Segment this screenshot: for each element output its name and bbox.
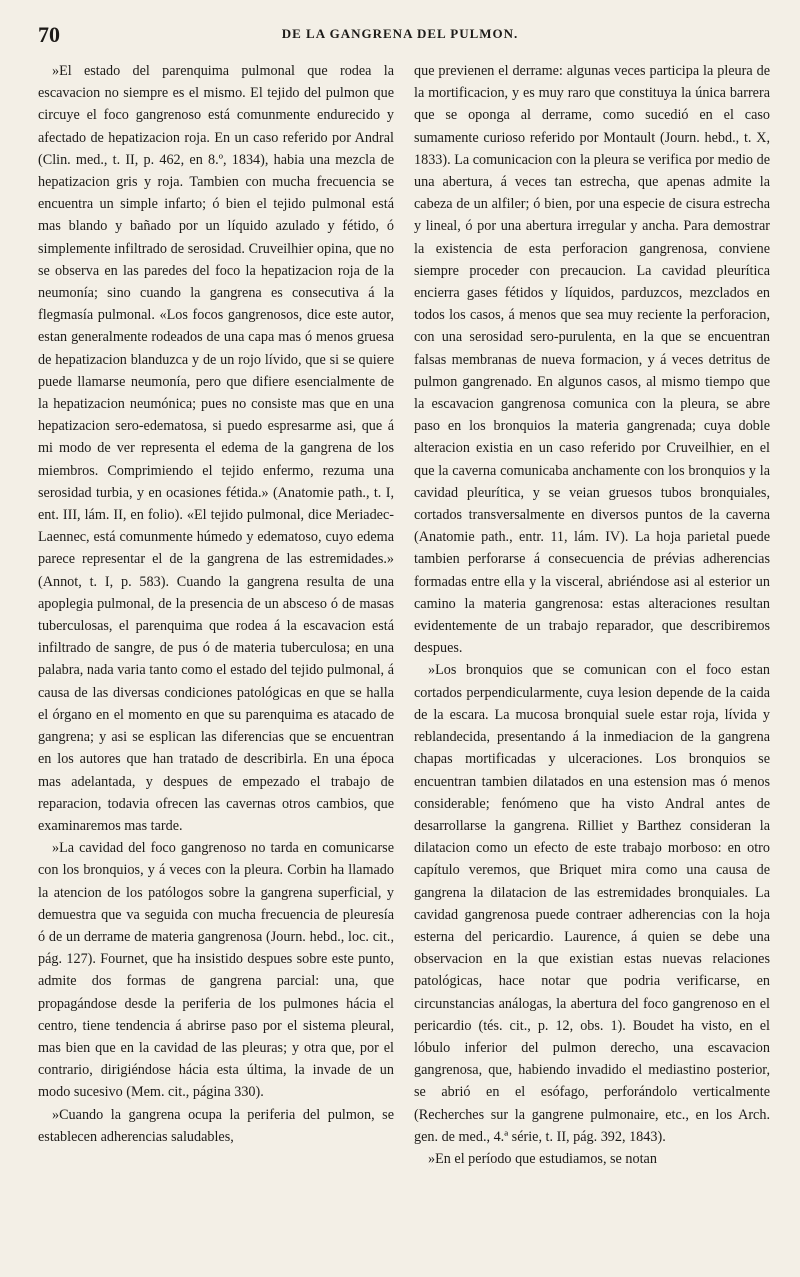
- paragraph: que previenen el derrame: algunas veces participa la pleura de la mortificacion, y es muy raro que constituya la única barrera que se oponga al derrame, como sucedió en el caso sumamente curioso referido por Montault (Journ. hebd., t. X, 1833). La comunicacion con la pleura se verifica por medio de una abertura, á veces tan estrecha, que apenas admite la cabeza de un alfiler; ó bien, por una especie de cisura estrecha y lineal, ó por una abertura irregular y ancha. Para demostrar la existencia de esta perforacion gangrenosa, conviene siempre proceder con precaucion. La cavidad pleurítica encierra gases fétidos y líquidos, parduzcos, mezclados en todos los casos, á menos que sea muy reciente la perforacion, con una serosidad sero-purulenta, en la que se encuentran falsas membranas de nueva formacion, y á veces detritus de pulmon gangrenado. En algunos casos, al mismo tiempo que la escavacion gangrenosa comunica con la pleura, se abre paso en los bronquios la materia gangrenada; cuya doble alteracion existia en un caso referido por Cruveilhier, en el que la caverna comunicaba anchamente con los bronquios y la cavidad pleurítica, y se veian gruesos tubos bronquiales, cortados transversalmente en diversos puntos de la caverna (Anatomie path., entr. 11, lám. IV). La hoja parietal puede tambien perforarse á consecuencia de prévias adherencias formadas entre ella y la visceral, abriéndose asi al esterior un camino la materia gangrenosa: estas alteraciones resultan evidentemente de un trabajo reparador, que describiremos despues.: [414, 63, 770, 657]
- left-column: [38, 60, 394, 1260]
- running-title: DE LA GANGRENA DEL PULMON.: [281, 26, 519, 41]
- page-number: 70: [38, 22, 60, 47]
- paragraph: »Los bronquios que se comunican con el foco estan cortados perpendicularmente, cuya lesion depende de la caida de la escara. La mucosa bronquial suele estar roja, lívida y reblandecida, presentando á la inmediacion de la gangrena chapas mortificadas y ulceraciones. Los bronquios se encuentran tambien dilatados en una estension mas ó menos considerable; fenómeno que ha visto Andral antes de desarrollarse la gangrena. Rilliet y Barthez consideran la dilatacion como un efecto de este trabajo morboso: en otro capítulo veremos, que Briquet mira como una causa de gangrena la dilatacion de las estremidades bronquiales. La cavidad gangrenosa puede contraer adherencias con la hoja esterna del pericardio. Laurence, á quien se debe una observacion en la que existian estas nuevas relaciones patológicas, hace notar que podria verificarse, en circunstancias análogas, la abertura del foco gangrenoso en el pericardio (tés. cit., p. 12, obs. 1). Boudet ha visto, en el lóbulo inferior del pulmon derecho, una escavacion gangrenosa, que, habiendo invadido el mediastino posterior, se abrió en el esófago, perforándolo verticalmente (Recherches sur la gangrene pulmonaire, etc., en los Arch. gen. de med., 4.ª série, t. II, pág. 392, 1843).: [414, 662, 770, 1145]
- page-header: [38, 22, 762, 46]
- paragraph: »En el período que estudiamos, se notan: [428, 1150, 657, 1167]
- paragraph: »El estado del parenquima pulmonal que rodea la escavacion no siempre es el mismo. El tejido del pulmon que circuye el foco gangrenoso está comunmente endurecido y afectado de hepatizacion roja. En un caso referido por Andral (Clin. med., t. II, p. 462, en 8.º, 1834), habia una mezcla de hepatizacion gris y roja. Tambien con mucha frecuencia se encuentra un simple infarto; ó bien el tejido pulmonal está mas blando y bañado por un líquido azulado y fétido, ó simplemente infiltrado de serosidad. Cruveilhier opina, que no se observa en las paredes del foco la hepatizacion roja de la neumonía; sino cuando la gangrena es consecutiva á la flegmasía pulmonal. «Los focos gangrenosos, dice este autor, estan generalmente rodeados de una capa mas ó menos gruesa de hepatizacion blanduzca y de un rojo lívido, que si se quiere puede llamarse neumonía, pero que difiere esencialmente de la hepatizacion neumónica; pues no consiste mas que en una hepatizacion sero-edematosa, si puedo espresarme asi, que á mi modo de ver representa el edema de la gangrena de los miembros. Comprimiendo el tejido enfermo, rezuma una serosidad turbia, y en ocasiones fétida.» (Anatomie path., t. I, ent. III, lám. II, en folio). «El tejido pulmonal, dice Meriadec-Laennec, está comunmente húmedo y edematoso, cuyo edema parece representar el de la gangrena de las estremidades.» (Annot, t. I, p. 583). Cuando la gangrena resulta de una apoplegia pulmonal, de la presencia de un absceso ó de masas tuberculosas, el parenquima que rodea á la escavacion está infiltrado de sangre, de pus ó de materia tuberculosa; en una palabra, nada varia tanto como el estado del tejido pulmonal, á causa de las diversas condiciones patológicas en que se halla el órgano en el momento en que su parenquima es atacado de gangrena; y asi se esplican las diferencias que se encuentran en los autores que han tratado de describirla. En una época mas adelantada, y despues de empezado el trabajo de reparacion, todavia ofrecen las cavernas otros cambios, que examinaremos mas tarde.: [38, 63, 394, 834]
- paragraph: »Cuando la gangrena ocupa la periferia del pulmon, se establecen adherencias saludables,: [38, 1106, 394, 1145]
- right-column: [414, 60, 770, 1260]
- paragraph: »La cavidad del foco gangrenoso no tarda en comunicarse con los bronquios, y á veces con la pleura. Corbin ha llamado la atencion de los patólogos sobre la gangrena superficial, y demuestra que va seguida con mucha frecuencia de pleuresía ó de un derrame de materia gangrenosa (Journ. hebd., loc. cit., pág. 127). Fournet, que ha insistido despues sobre este punto, admite dos formas de gangrena parcial: una, que propagándose desde la periferia de los pulmones hácia el centro, tiene tendencia á abrirse paso por el sistema pleural, mas bien que en la cavidad de las pleuras; y otra que, por el contrario, dirigiéndose hácia esta última, la invade de un modo sucesivo (Mem. cit., página 330).: [38, 840, 394, 1101]
